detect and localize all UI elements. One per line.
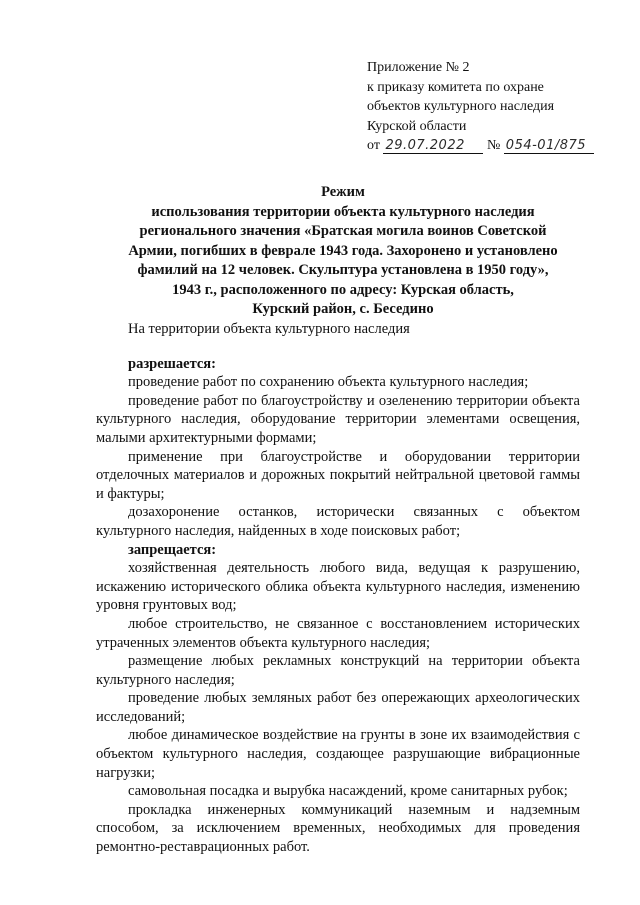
allowed-heading: разрешается:: [128, 355, 216, 372]
forbidden-item: размещение любых рекламных конструкций на территории объекта культурного наследия;: [96, 653, 580, 688]
forbidden-item: любое строительство, не связанное с восстановлением исторических утраченных элементов объекта культурного наследия;: [96, 615, 580, 651]
handwritten-order-number: 054-01/875: [504, 138, 594, 154]
title-line: 1943 г., расположенного по адресу: Курская область,: [172, 281, 514, 298]
forbidden-item: прокладка инженерных коммуникаций наземным и надземным способом, за исключением временных, необходимых для проведения ремонтно-реставрационных работ.: [96, 801, 580, 856]
allowed-item: применение при благоустройстве и оборудовании территории отделочных материалов и дорожных покрытий нейтральной цветовой гаммы и фактуры;: [96, 448, 580, 502]
forbidden-item: самовольная посадка и вырубка насаждений, кроме санитарных рубок;: [128, 783, 568, 800]
title-line: Курский район, с. Беседино: [252, 301, 434, 317]
number-sign: №: [486, 138, 501, 153]
forbidden-item: любое динамическое воздействие на грунты в зоне их взаимодействия с объектом культурного наследия, создающее разрушающие вибрационные нагрузки;: [96, 727, 580, 781]
document-title: [100, 183, 586, 320]
intro-text: На территории объекта культурного наследия: [128, 321, 410, 337]
forbidden-item: проведение любых земляных работ без опережающих археологических исследований;: [96, 690, 580, 725]
appendix-line: к приказу комитета по охране: [367, 79, 544, 95]
from-label: от: [367, 138, 380, 153]
title-heading: Режим: [321, 184, 365, 200]
order-date-number-line: [367, 136, 594, 156]
appendix-line: объектов культурного наследия: [367, 99, 555, 114]
allowed-item: проведение работ по сохранению объекта культурного наследия;: [128, 374, 529, 391]
title-line: фамилий на 12 человек. Скульптура установлена в 1950 году»,: [137, 262, 549, 278]
title-line: Армии, погибших в феврале 1943 года. Захоронено и установлено: [128, 242, 558, 259]
forbidden-heading: запрещается:: [128, 541, 217, 558]
allowed-item: проведение работ по благоустройству и озеленению территории объекта культурного наследия, оборудование территории элементами освещения, малыми архитектурными формами;: [96, 392, 580, 446]
handwritten-date: 29.07.2022: [383, 138, 483, 154]
appendix-line: Приложение № 2: [367, 60, 470, 75]
document-body: [96, 320, 580, 857]
appendix-line: Курской области: [367, 118, 467, 134]
forbidden-item: хозяйственная деятельность любого вида, ведущая к разрушению, искажению исторического облика объекта культурного наследия, изменению уровня грунтовых вод;: [96, 560, 580, 614]
title-line: регионального значения «Братская могила воинов Советской: [139, 223, 547, 239]
title-line: использования территории объекта культурного наследия: [151, 203, 535, 220]
allowed-item: дозахоронение останков, исторически связанных с объектом культурного наследия, найденных в ходе поисковых работ;: [96, 504, 580, 539]
appendix-header: [367, 58, 594, 156]
